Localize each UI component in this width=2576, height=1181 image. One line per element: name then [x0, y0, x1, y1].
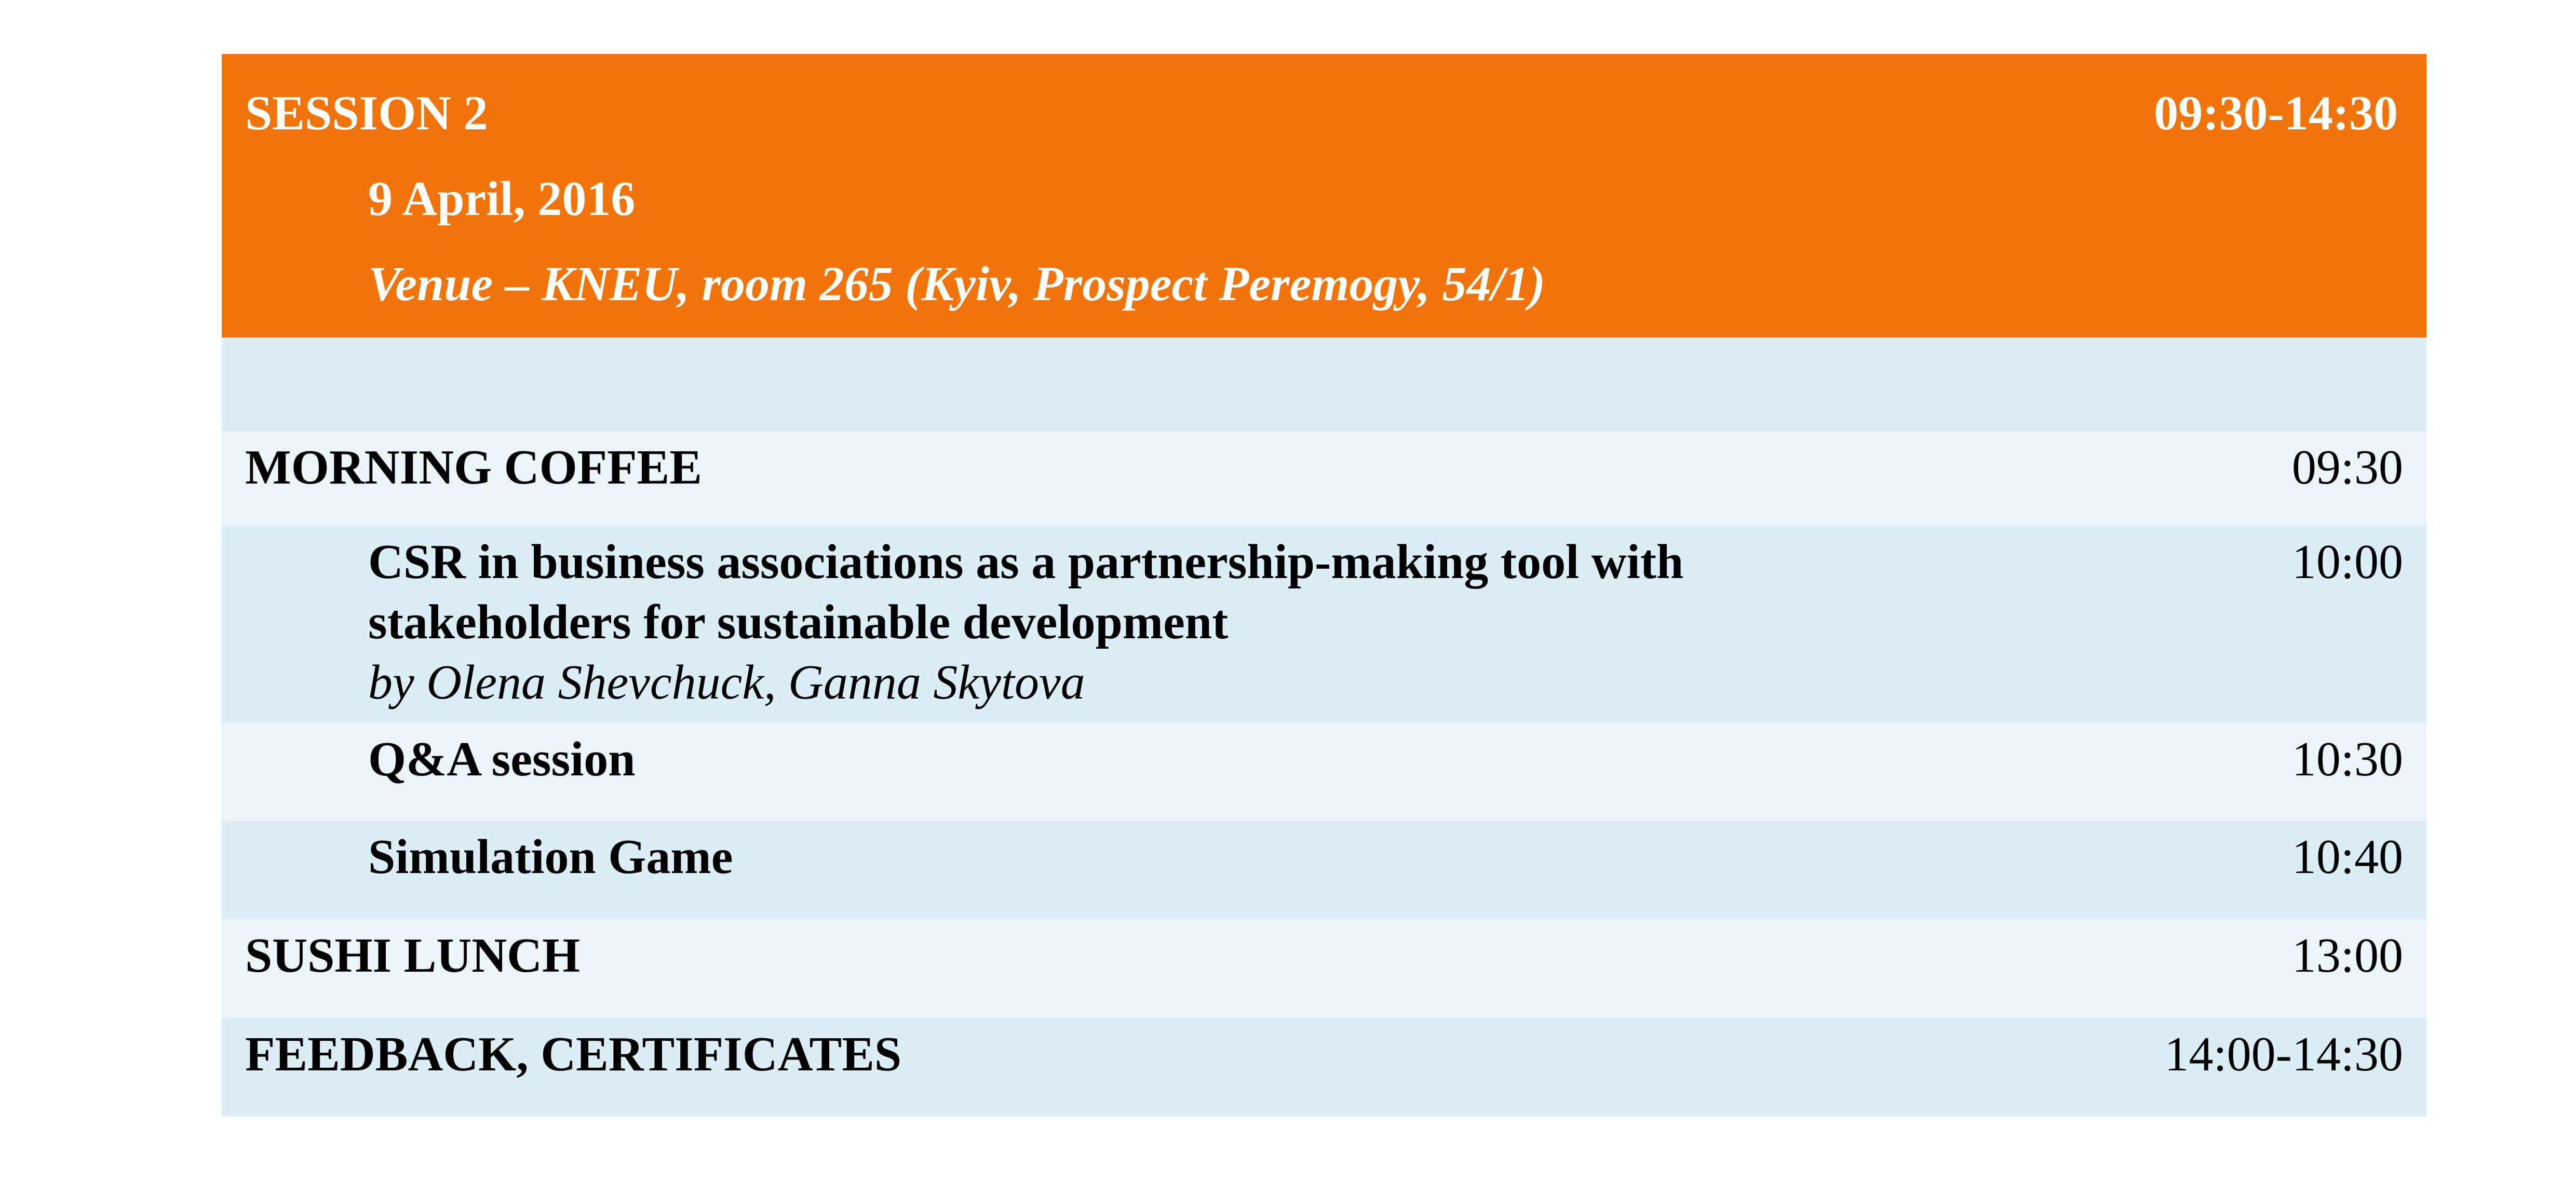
- agenda-item-time: 10:30: [2291, 732, 2403, 786]
- agenda-item-time: 10:00: [2291, 535, 2403, 589]
- agenda-item-time: 14:00-14:30: [2164, 1027, 2403, 1081]
- agenda-item-time: 13:00: [2291, 929, 2403, 983]
- agenda-item-title-line: CSR in business associations as a partnership-making tool with: [368, 535, 1684, 589]
- agenda-item-title-line: Q&A session: [368, 732, 636, 786]
- agenda-item-title: [245, 437, 702, 498]
- agenda-item-speakers: by Olena Shevchuck, Ganna Skytova: [368, 655, 1085, 709]
- agenda-item-title: [368, 532, 1683, 652]
- agenda-item: [222, 526, 2426, 723]
- agenda-item-title: [245, 925, 580, 986]
- agenda-item-title-line: stakeholders for sustainable development: [368, 595, 1229, 649]
- session-schedule: [222, 54, 2426, 1117]
- spacer-row: [222, 338, 2426, 431]
- session-label: SESSION 2: [245, 86, 488, 140]
- agenda-item-time: 09:30: [2291, 440, 2403, 494]
- agenda-item-title: [368, 827, 733, 887]
- agenda-item-time: 10:40: [2291, 830, 2403, 884]
- agenda-item-title: [245, 1024, 901, 1084]
- session-venue: Venue – KNEU, room 265 (Kyiv, Prospect Peremogy, 54/1): [368, 257, 1546, 311]
- agenda-item-title-line: Simulation Game: [368, 830, 733, 884]
- agenda-list: [222, 431, 2426, 1117]
- agenda-item: [222, 919, 2426, 1018]
- session-header: [222, 54, 2426, 338]
- agenda-item: [222, 821, 2426, 919]
- agenda-item: [222, 1018, 2426, 1117]
- agenda-item-title-line: MORNING COFFEE: [245, 440, 702, 494]
- agenda-item-title-line: FEEDBACK, CERTIFICATES: [245, 1027, 902, 1081]
- agenda-item: [222, 723, 2426, 821]
- session-date: 9 April, 2016: [368, 172, 636, 226]
- session-time-range: 09:30-14:30: [2154, 86, 2398, 140]
- agenda-item: [222, 431, 2426, 526]
- agenda-item-title-line: SUSHI LUNCH: [245, 929, 581, 983]
- agenda-item-title: [368, 729, 635, 789]
